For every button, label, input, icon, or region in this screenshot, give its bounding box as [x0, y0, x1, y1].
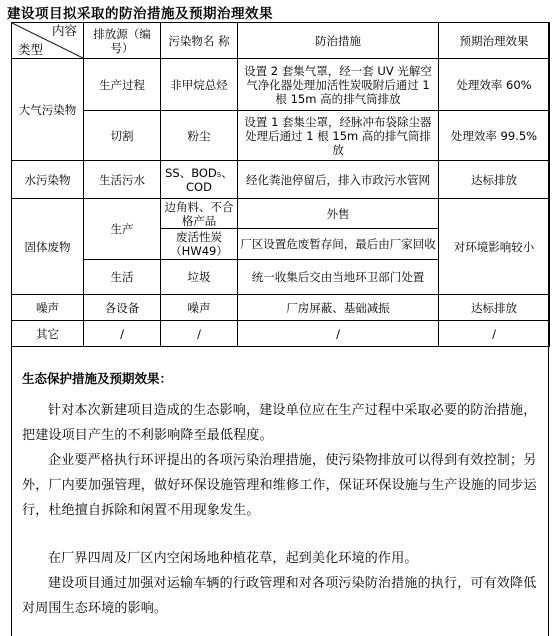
category-other: 其它 [12, 321, 84, 347]
header-effect: 预期治理效果 [439, 23, 550, 59]
pollutant-cell: SS、BOD₅、COD [161, 161, 238, 199]
header-pollutant: 污染物名 称 [161, 23, 238, 59]
measure-cell: 经化粪池停留后，排入市政污水管网 [238, 161, 439, 199]
section-heading: 生态保护措施及预期效果： [22, 371, 173, 386]
measure-cell: 设置 1 套集尘罩，经脉冲布袋除尘器处理后通过 1 根 15m 高的排气筒排放 [238, 111, 439, 161]
measure-cell: 厂区设置危废暂存间，最后由厂家回收 [238, 229, 439, 260]
measure-cell: 设置 2 套集气罩，经一套 UV 光解空气净化器处理加活性炭吸附后通过 1 根 15m 高的排气筒排放 [238, 59, 439, 111]
paragraph: 在厂界四周及厂区内空闲场地种植花草，起到美化环境的作用。 [48, 551, 418, 566]
source-cell: 切割 [84, 111, 161, 161]
pollutant-cell: 废活性炭（HW49） [161, 229, 238, 260]
header-measures: 防治措施 [238, 23, 439, 59]
effect-cell: 对环境影响较小 [439, 199, 550, 295]
pollutant-cell: 边角料、不合格产品 [161, 199, 238, 229]
table-row [12, 199, 550, 229]
category-solid: 固体废物 [12, 199, 84, 295]
measure-cell: / [238, 321, 439, 347]
table-row [12, 59, 550, 111]
effect-cell: 达标排放 [439, 295, 550, 321]
pollutant-cell: / [161, 321, 238, 347]
pollutant-cell: 噪声 [161, 295, 238, 321]
table-row [12, 111, 550, 161]
paragraph: 企业要严格执行环评提出的各项污染治理措施，使污染物排放可以得到有效控制；另外，厂内要加强管理，做好环保设施管理和维修工作，保证环保设施与生产设施的同步运行，杜绝擅自拆除和闲置不用现象发生。 [22, 453, 537, 518]
effect-cell: 处理效率 60% [439, 59, 550, 111]
measure-cell: 外售 [238, 199, 439, 229]
source-cell: 生产 [84, 199, 161, 260]
measures-table [11, 22, 550, 347]
pollutant-cell: 粉尘 [161, 111, 238, 161]
table-row [12, 295, 550, 321]
source-cell: / [84, 321, 161, 347]
effect-cell: 处理效率 99.5% [439, 111, 550, 161]
header-content-label: 内容 [51, 23, 77, 38]
table-row [12, 161, 550, 199]
category-water: 水污染物 [12, 161, 84, 199]
header-source: 排放源（编号） [84, 23, 161, 59]
source-cell: 生活 [84, 260, 161, 295]
measure-cell: 厂房屏蔽、基础减振 [238, 295, 439, 321]
page-title: 建设项目拟采取的防治措施及预期治理效果 [7, 6, 273, 22]
category-air: 大气污染物 [12, 59, 84, 161]
measure-cell: 统一收集后交由当地环卫部门处置 [238, 260, 439, 295]
source-cell: 生产过程 [84, 59, 161, 111]
header-type-label: 类型 [18, 42, 44, 57]
effect-cell: / [439, 321, 550, 347]
table-row [12, 321, 550, 347]
paragraph: 针对本次新建项目造成的生态影响，建设单位应在生产过程中采取必要的防治措施，把建设项目产生的不利影响降至最低程度。 [22, 403, 537, 443]
pollutant-cell: 垃圾 [161, 260, 238, 295]
source-cell: 各设备 [84, 295, 161, 321]
paragraph: 建设项目通过加强对运输车辆的行政管理和对各项污染防治措施的执行，可有效降低对周围生态环境的影响。 [22, 576, 537, 616]
table-header-row [12, 23, 550, 59]
pollutant-cell: 非甲烷总烃 [161, 59, 238, 111]
header-corner-cell [12, 23, 84, 59]
category-noise: 噪声 [12, 295, 84, 321]
effect-cell: 达标排放 [439, 161, 550, 199]
source-cell: 生活污水 [84, 161, 161, 199]
